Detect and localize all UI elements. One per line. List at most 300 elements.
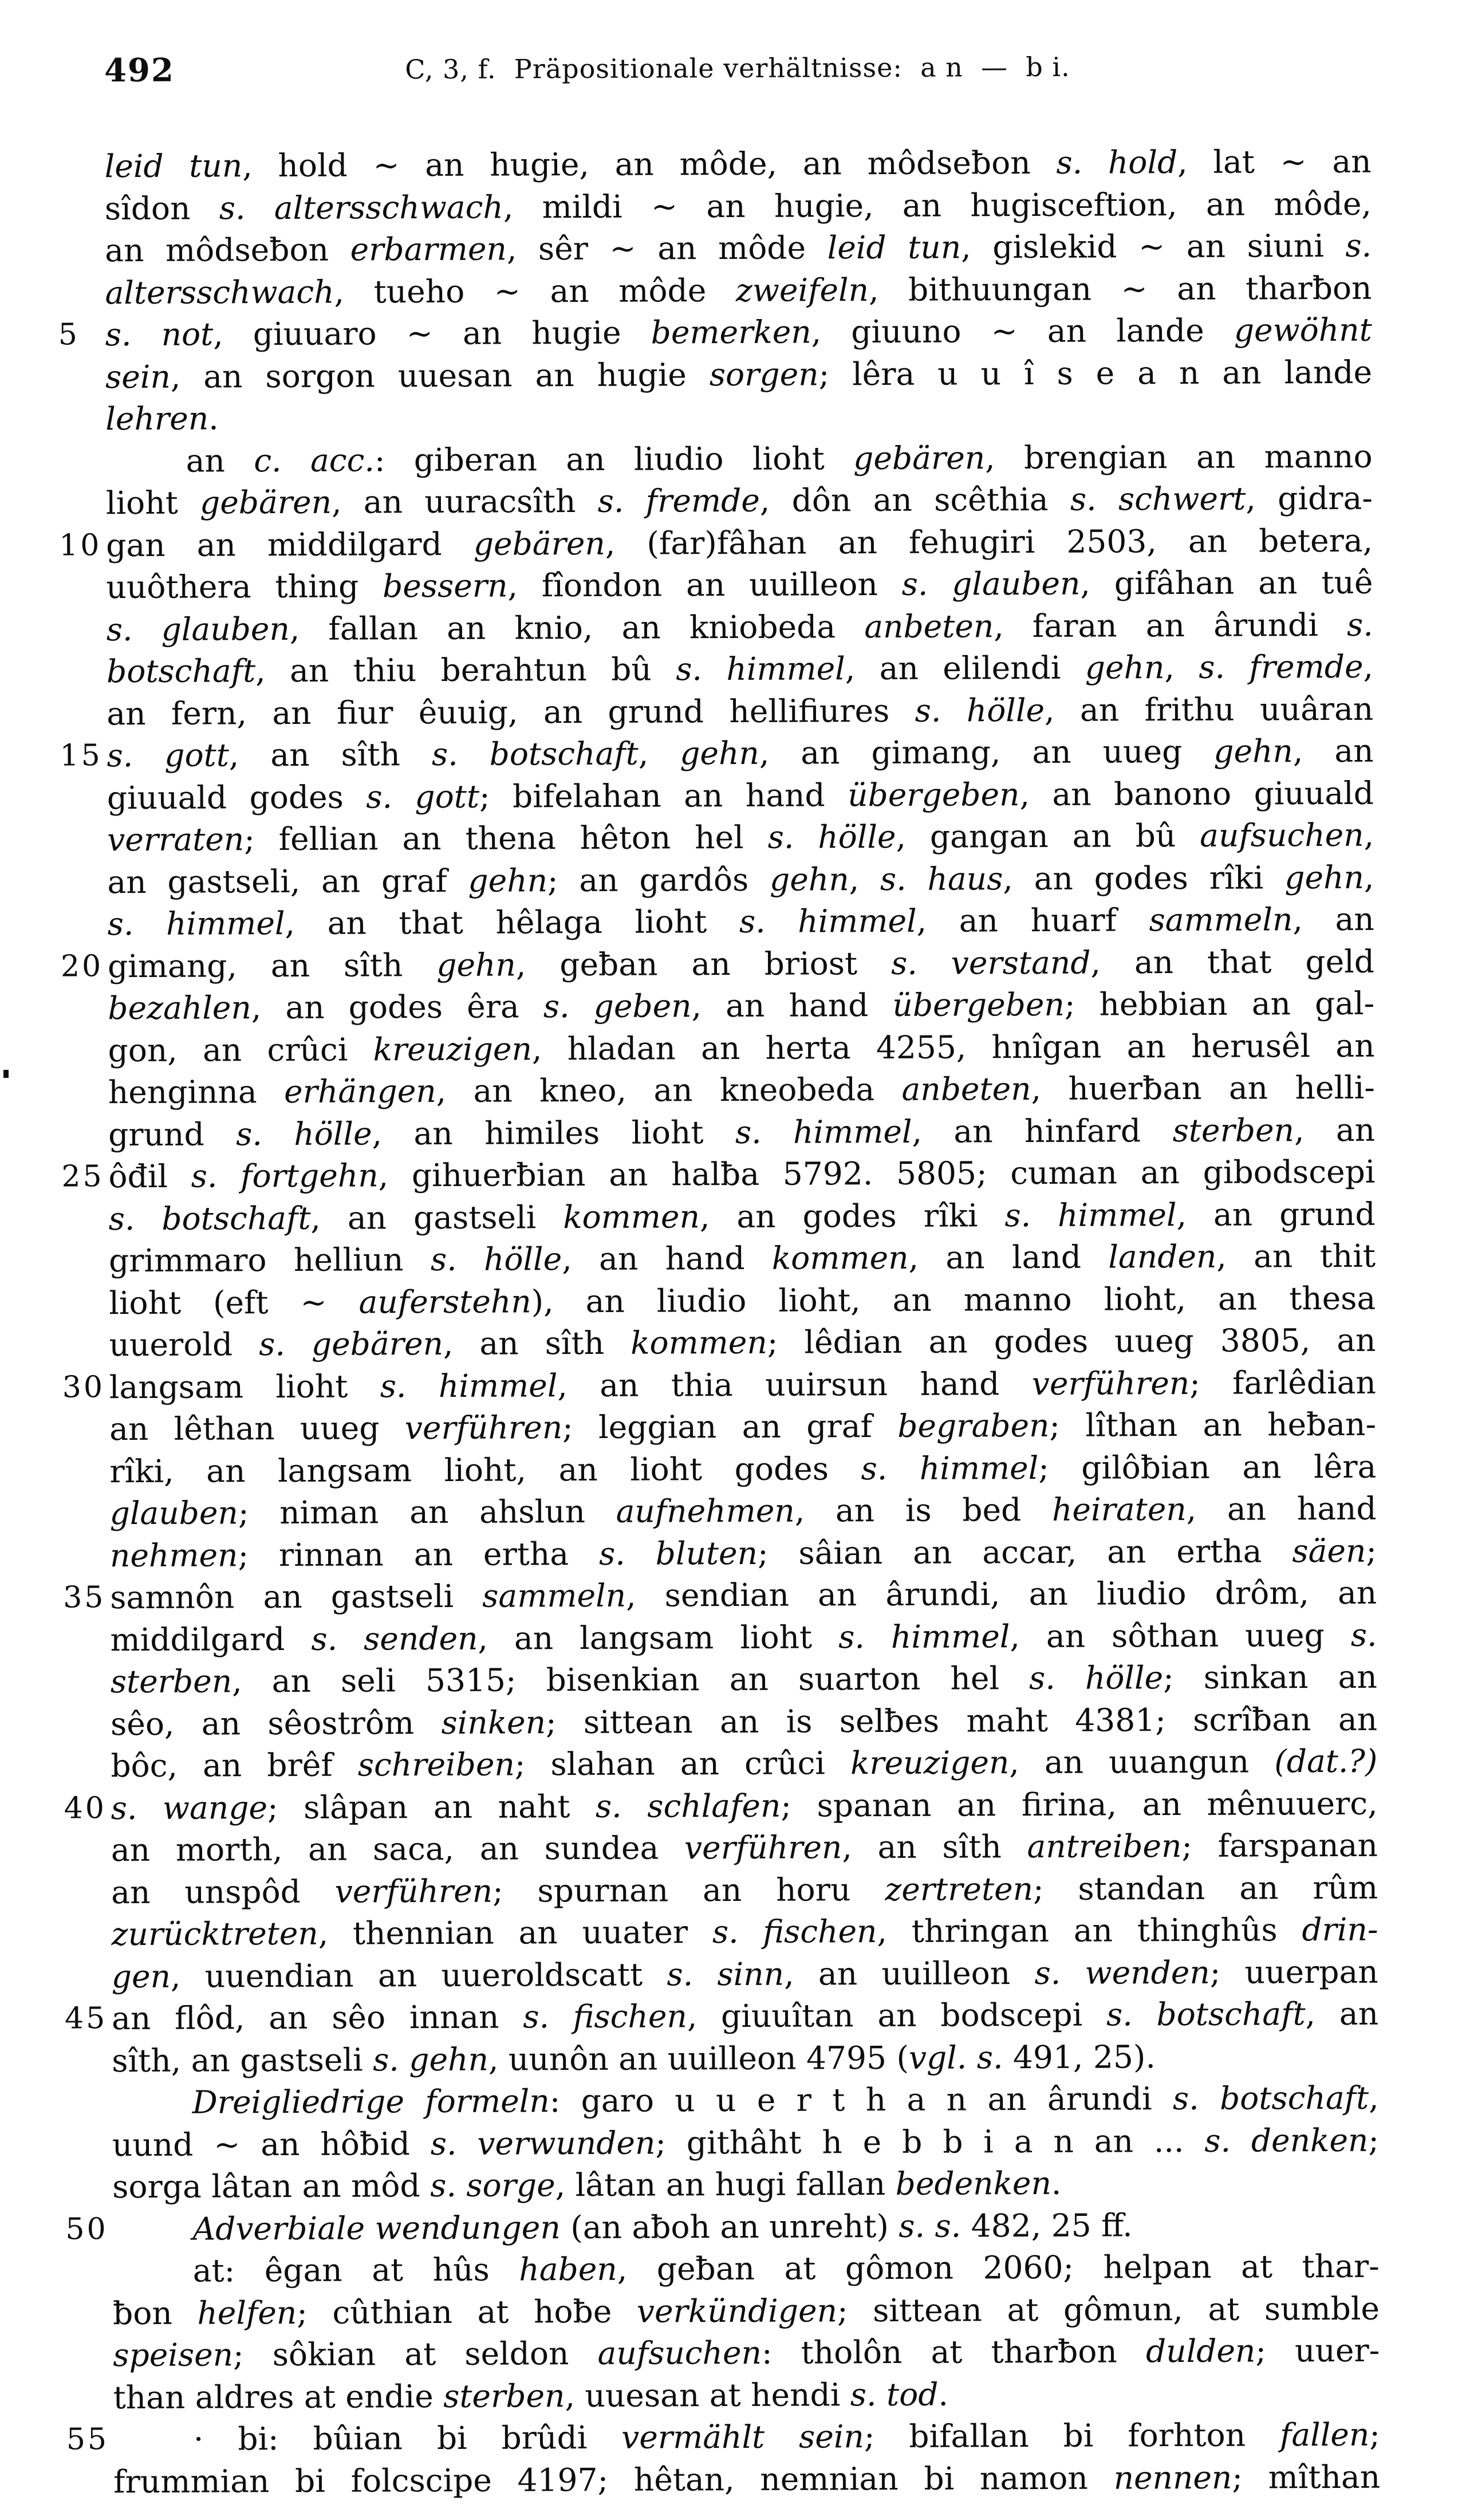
gloss-italic: s. wange xyxy=(111,1789,268,1826)
text-roman: , giuuno ~ an lande xyxy=(811,312,1234,351)
text-roman: ; fellian an thena hêton hel xyxy=(244,818,768,858)
margin-line-number: 10 xyxy=(59,527,102,563)
gloss-italic: sein xyxy=(105,358,171,395)
text-roman: , an hand xyxy=(691,986,893,1025)
text-roman: ; an gardôs xyxy=(547,861,770,899)
gloss-italic: gehn xyxy=(1085,649,1165,686)
gloss-italic: bedenken xyxy=(895,2164,1052,2202)
text-roman: , uuesan at hendi xyxy=(565,2376,850,2414)
gloss-italic: aufnehmen xyxy=(616,1492,795,1530)
gloss-italic: gebären xyxy=(199,483,332,521)
text-roman: , xyxy=(1363,816,1374,853)
text-line xyxy=(113,2246,1380,2293)
text-roman: , an seli 5315; bisenkian an suarton hel xyxy=(232,1660,1030,1700)
text-line xyxy=(111,1741,1377,1787)
text-roman: , thringan an thinghûs xyxy=(877,1911,1302,1950)
text-roman: , hladan an herta 4255, hnîgan an herusêl an xyxy=(531,1027,1375,1067)
gloss-italic: heiraten xyxy=(1051,1490,1187,1528)
gloss-italic: gehn xyxy=(769,860,849,898)
gloss-italic: s. xyxy=(1345,227,1372,264)
text-line xyxy=(107,814,1374,861)
text-roman: bôc, an brêf xyxy=(111,1746,358,1785)
text-roman: an xyxy=(186,442,254,479)
gloss-italic: landen xyxy=(1108,1238,1217,1275)
gloss-italic: s. himmel xyxy=(861,1449,1039,1487)
text-roman: , mildi ~ an hugie, an hugisceftion, an môde, xyxy=(503,185,1372,226)
text-roman: , fîondon an uuilleon xyxy=(507,565,902,604)
text-roman: , xyxy=(638,735,680,772)
gloss-italic: gebären xyxy=(473,525,606,562)
text-roman: ; spurnan an horu xyxy=(492,1871,885,1909)
gloss-italic: auferstehn xyxy=(358,1282,531,1321)
gloss-italic: glauben xyxy=(109,1494,239,1532)
gloss-italic: s. fremde xyxy=(1199,648,1363,686)
text-roman: henginna xyxy=(108,1073,285,1111)
gloss-italic: nehmen xyxy=(109,1536,238,1574)
text-line xyxy=(110,1530,1377,1577)
text-roman: ; uuerpan xyxy=(1209,1953,1378,1991)
gloss-italic: gehn xyxy=(468,861,548,899)
gloss-italic: sammeln xyxy=(482,1577,626,1615)
text-roman: gan an middilgard xyxy=(106,525,474,564)
text-roman: ; uuer- xyxy=(1255,2332,1380,2369)
margin-line-number: 55 xyxy=(66,2422,109,2457)
gloss-italic: botschaft xyxy=(106,652,256,690)
text-roman: sîdon xyxy=(104,189,219,227)
text-roman: , xyxy=(1369,2079,1379,2116)
text-roman: . xyxy=(1051,2164,1062,2202)
gloss-italic: kreuzigen xyxy=(850,1744,1010,1782)
gloss-italic: antreiben xyxy=(1027,1827,1182,1865)
text-roman: ; bifelahan an hand xyxy=(479,776,848,815)
paragraph xyxy=(66,2414,1381,2503)
text-roman: , xyxy=(849,860,881,897)
margin-line-number: 5 xyxy=(58,317,80,352)
text-line xyxy=(106,562,1373,609)
text-roman: , an frithu uuâran xyxy=(1044,690,1374,729)
gloss-italic: Adverbiale wendungen xyxy=(192,2208,561,2247)
gloss-italic: s. fortgehn xyxy=(191,1157,379,1195)
text-roman: , xyxy=(1164,648,1199,686)
text-line xyxy=(58,309,1372,356)
gloss-italic: aufsuchen xyxy=(1200,816,1364,854)
text-roman: 491, 25). xyxy=(1003,2038,1156,2076)
text-roman: · bi: bûian bi brûdi xyxy=(193,2419,622,2458)
text-roman: , dôn an scêthia xyxy=(759,481,1071,519)
text-line xyxy=(109,1320,1376,1367)
gloss-italic: s. botschaft xyxy=(1172,2079,1369,2117)
text-roman: ; mîthan xyxy=(1232,2458,1381,2496)
gloss-italic: s. himmel xyxy=(107,905,285,943)
text-roman: , an godes rîki xyxy=(699,1196,1005,1235)
text-roman: , sendian an ârundi, an liudio drôm, an xyxy=(625,1574,1377,1614)
gloss-italic: s. fischen xyxy=(712,1913,877,1951)
text-roman: , an hinfard xyxy=(912,1112,1173,1150)
text-roman: , an hand xyxy=(562,1239,772,1278)
text-roman: , an godes rîki xyxy=(1003,859,1285,897)
gloss-italic: s. haus xyxy=(880,860,1003,897)
gloss-italic: gebären xyxy=(853,439,986,477)
text-line xyxy=(108,983,1374,1030)
text-roman: , an thit xyxy=(1216,1237,1376,1275)
gloss-italic: s. xyxy=(1350,1616,1377,1653)
text-roman: , an gimang, an uueg xyxy=(759,733,1214,771)
gloss-italic: dulden xyxy=(1145,2332,1256,2370)
text-roman: , uuendian an uueroldscatt xyxy=(170,1955,667,1995)
text-line xyxy=(64,1782,1378,1829)
paragraph xyxy=(58,141,1373,440)
gloss-italic: verraten xyxy=(107,821,245,859)
text-roman: ; sinkan an xyxy=(1163,1658,1377,1696)
text-roman: , an thiu berahtun bû xyxy=(255,651,676,690)
text-line xyxy=(59,519,1373,566)
text-line xyxy=(109,1277,1376,1324)
gloss-italic: kommen xyxy=(563,1198,700,1235)
text-roman: uund ~ an hôƀid xyxy=(112,2125,431,2163)
text-roman: gon, an crûci xyxy=(108,1030,373,1069)
text-line xyxy=(110,1614,1377,1661)
gloss-italic: s. himmel xyxy=(380,1367,558,1404)
gloss-italic: s. geben xyxy=(543,987,692,1025)
text-line xyxy=(63,1572,1377,1619)
gloss-italic: verführen xyxy=(1031,1364,1190,1402)
text-roman: , geƀan an briost xyxy=(515,944,892,983)
text-roman: , geƀan at gômon 2060; helpan at thar- xyxy=(617,2247,1380,2287)
text-roman: , an uuilleon xyxy=(784,1954,1035,1993)
text-line xyxy=(113,2330,1380,2377)
gloss-italic: s. hölle xyxy=(236,1115,372,1152)
gloss-italic: leid tun xyxy=(104,147,243,185)
text-line xyxy=(112,1951,1378,1998)
text-roman: . xyxy=(208,400,219,437)
text-roman: , an is bed xyxy=(794,1491,1053,1529)
text-roman: uuerold xyxy=(109,1326,259,1364)
text-roman: , gangan an bû xyxy=(896,817,1200,855)
margin-line-number: 20 xyxy=(60,948,104,984)
text-line xyxy=(65,2203,1379,2250)
text-line xyxy=(111,1698,1377,1745)
gloss-italic: fallen xyxy=(1279,2416,1370,2454)
text-line xyxy=(109,1404,1376,1451)
text-line xyxy=(105,267,1372,314)
gloss-italic: zweifeln xyxy=(735,271,869,309)
gloss-italic: s. xyxy=(1346,606,1373,643)
gloss-italic: s. botschaft xyxy=(431,735,639,773)
gloss-italic: speisen xyxy=(113,2336,234,2374)
paragraph xyxy=(113,2246,1380,2419)
text-line xyxy=(112,2035,1378,2082)
text-roman: , bithuungan ~ an tharƀon xyxy=(868,269,1372,308)
gloss-italic: s. gebären xyxy=(259,1325,444,1363)
text-line xyxy=(60,730,1374,777)
gloss-italic: übergeben xyxy=(892,986,1065,1023)
text-roman: , an that hêlaga lioht xyxy=(285,903,740,942)
gloss-italic: vgl. s. xyxy=(908,2038,1003,2076)
paragraph xyxy=(59,435,1379,2082)
text-line xyxy=(107,856,1374,903)
text-line xyxy=(108,1025,1374,1072)
gloss-italic: kreuzigen xyxy=(373,1030,533,1068)
gloss-italic: sinken xyxy=(441,1703,546,1741)
text-roman: an môdseƀon xyxy=(105,231,350,269)
text-line xyxy=(112,2161,1379,2208)
gloss-italic: (dat.?) xyxy=(1274,1742,1378,1780)
text-line xyxy=(111,1867,1378,1913)
text-roman: , an that geld xyxy=(1090,943,1375,981)
text-roman: ; sôkian at seldon xyxy=(232,2334,598,2373)
gloss-italic: bemerken xyxy=(651,313,811,351)
text-line xyxy=(105,435,1372,482)
text-line xyxy=(108,1067,1375,1114)
gloss-italic: sorgen xyxy=(709,355,819,393)
margin-line-number: 30 xyxy=(62,1369,105,1404)
text-line xyxy=(105,141,1372,188)
text-roman: ; hebbian an gal- xyxy=(1064,985,1375,1023)
gloss-italic: verkündigen xyxy=(636,2291,838,2330)
gloss-italic: s. schwert xyxy=(1070,480,1246,518)
gloss-italic: leid tun xyxy=(827,229,961,266)
gloss-italic: aufsuchen xyxy=(597,2334,762,2372)
text-roman: , an huarf xyxy=(916,901,1149,939)
gloss-italic: verführen xyxy=(404,1409,563,1447)
gloss-italic: s. himmel xyxy=(735,1113,912,1151)
text-roman: ôđil xyxy=(108,1157,191,1195)
gloss-italic: übergeben xyxy=(847,775,1020,813)
text-line xyxy=(107,646,1373,693)
text-roman: , gidra- xyxy=(1246,479,1373,517)
text-roman: , an kneo, an kneobeda xyxy=(436,1070,902,1109)
text-roman: , sêr ~ an môde xyxy=(506,229,827,267)
text-roman: , fallan an knio, an kniobeda xyxy=(289,608,865,647)
text-roman: ; slahan an crûci xyxy=(514,1745,851,1783)
gloss-italic: s. hold xyxy=(1056,144,1178,181)
text-roman: ; bifallan bi forhton xyxy=(864,2416,1280,2455)
text-roman: samnôn an gastseli xyxy=(110,1577,483,1616)
text-roman: , an sîth xyxy=(443,1324,631,1362)
margin-line-number: 25 xyxy=(61,1159,104,1194)
gloss-italic: sterben xyxy=(443,2377,565,2415)
text-roman: , an langsam lioht xyxy=(478,1618,839,1657)
gloss-italic: erbarmen xyxy=(350,230,507,268)
gloss-italic: helfen xyxy=(197,2294,297,2332)
text-roman: grund xyxy=(108,1115,237,1153)
text-line xyxy=(64,1993,1379,2040)
text-line xyxy=(105,225,1372,272)
text-roman: , (far)fâhan an fehugiri 2503, an betera, xyxy=(605,522,1373,562)
text-roman: ; xyxy=(1369,2416,1380,2453)
text-line xyxy=(61,1151,1376,1198)
text-roman: ; niman an ahslun xyxy=(238,1493,616,1531)
text-roman: , an grund xyxy=(1176,1195,1376,1233)
text-roman: ; xyxy=(1368,2121,1380,2159)
text-roman: : garo u u e r t h a n an ârundi xyxy=(549,2080,1173,2120)
gloss-italic: bessern xyxy=(382,567,508,605)
text-line xyxy=(111,1909,1378,1956)
text-roman: gimang, an sîth xyxy=(107,946,437,985)
text-roman: an fern, an fiur êuuig, an grund hellifiures xyxy=(107,692,915,732)
text-line xyxy=(109,1235,1376,1282)
text-roman: , gislekid ~ an siuni xyxy=(961,227,1346,266)
text-roman: ; spanan an firina, an mênuuerc, xyxy=(781,1785,1378,1824)
text-line xyxy=(110,1488,1377,1535)
text-roman: , an elilendi xyxy=(845,649,1085,687)
text-roman: ; lêra u u î s e a n an lande xyxy=(818,353,1373,392)
gloss-italic: verführen xyxy=(334,1872,493,1910)
gloss-italic: s. s. xyxy=(898,2207,961,2245)
gloss-italic: begraben xyxy=(897,1407,1050,1444)
gloss-italic: anbeten xyxy=(901,1070,1031,1108)
text-roman: langsam lioht xyxy=(109,1367,380,1405)
text-line xyxy=(107,772,1374,819)
gloss-italic: kommen xyxy=(630,1324,767,1361)
gloss-italic: s. senden xyxy=(311,1620,478,1657)
gloss-italic: bezahlen xyxy=(108,989,251,1027)
gloss-italic: zertreten xyxy=(885,1870,1034,1908)
gloss-italic: altersschwach xyxy=(105,273,334,311)
text-roman: , an godes êra xyxy=(251,988,543,1026)
gloss-italic: s. sorge xyxy=(430,2167,555,2204)
gloss-italic: s. altersschwach xyxy=(219,188,503,226)
gloss-italic: zurücktreten xyxy=(111,1915,318,1953)
text-roman: . xyxy=(938,2376,949,2413)
gloss-italic: sterben xyxy=(110,1663,232,1700)
text-line xyxy=(113,2372,1380,2419)
gloss-italic: sammeln xyxy=(1149,901,1293,939)
text-roman: ; sâian an accar, an ertha xyxy=(757,1532,1292,1572)
text-roman: , an land xyxy=(908,1238,1109,1276)
text-roman: : tholôn at tharƀon xyxy=(761,2333,1146,2371)
gloss-italic: sterben xyxy=(1172,1111,1295,1149)
margin-line-number: 45 xyxy=(64,2001,108,2036)
page-number: 492 xyxy=(104,51,175,90)
text-line xyxy=(112,2077,1379,2124)
gloss-italic: s. gott xyxy=(366,778,480,815)
gloss-italic: gehn xyxy=(680,734,759,772)
text-roman: ; xyxy=(1366,1532,1377,1569)
text-roman: sorga lâtan an môd xyxy=(112,2167,431,2206)
gloss-italic: s. botschaft xyxy=(108,1199,311,1237)
gloss-italic: s. hölle xyxy=(430,1241,562,1278)
text-roman: , an xyxy=(1305,1995,1379,2033)
text-line xyxy=(112,2119,1379,2166)
text-roman: , xyxy=(1363,859,1374,896)
text-line xyxy=(105,393,1372,440)
text-roman: ; cûthian at hoƀe xyxy=(297,2293,637,2331)
text-roman: , gifâhan an tuê xyxy=(1080,564,1373,602)
gloss-italic: erhängen xyxy=(283,1072,436,1111)
gloss-italic: s. hölle xyxy=(915,691,1045,729)
text-line xyxy=(108,1109,1375,1156)
gloss-italic: s. schlafen xyxy=(595,1787,781,1825)
gloss-italic: s. not xyxy=(105,316,214,353)
text-line xyxy=(62,1361,1376,1408)
text-line xyxy=(111,1825,1378,1872)
scan-artifact xyxy=(3,1070,9,1078)
gloss-italic: c. acc. xyxy=(254,441,375,479)
gloss-italic: s. himmel xyxy=(838,1617,1010,1655)
text-roman: , an xyxy=(1294,1111,1376,1148)
text-roman: , giuuîtan an bodscepi xyxy=(687,1996,1107,2035)
gloss-italic: s. verwunden xyxy=(430,2124,656,2162)
gloss-italic: s. tod xyxy=(850,2376,939,2413)
text-roman: (an aƀoh an unreht) xyxy=(560,2207,899,2246)
text-line xyxy=(109,1193,1376,1240)
text-line xyxy=(111,1656,1377,1703)
text-roman: rîki, an langsam lioht, an lioht godes xyxy=(109,1450,861,1490)
text-line xyxy=(109,1446,1376,1493)
text-roman: , lâtan an hugi fallan xyxy=(555,2165,896,2204)
text-roman: ƀon xyxy=(112,2294,198,2332)
margin-line-number: 40 xyxy=(64,1790,107,1825)
gloss-italic: verführen xyxy=(684,1829,842,1867)
text-roman: lioht xyxy=(105,484,200,522)
gloss-italic: s. glauben xyxy=(901,565,1081,603)
text-line xyxy=(106,478,1373,525)
text-roman: , tueho ~ an môde xyxy=(334,271,736,310)
text-roman: uuôthera thing xyxy=(106,568,383,606)
text-line xyxy=(107,688,1373,735)
gloss-italic: nennen xyxy=(1113,2459,1232,2496)
text-roman: ; sittean at gômun, at sumble xyxy=(837,2290,1380,2329)
gloss-italic: kommen xyxy=(771,1239,909,1277)
gloss-italic: s. bluten xyxy=(598,1534,758,1572)
text-roman: an flôd, an sêo innan xyxy=(111,1998,523,2037)
gloss-italic: s. sinn xyxy=(667,1955,785,1993)
gloss-italic: s. hölle xyxy=(767,818,896,856)
margin-line-number: 50 xyxy=(65,2211,108,2246)
text-roman: , thennian an uuater xyxy=(318,1913,713,1952)
margin-line-number: 35 xyxy=(63,1580,106,1615)
page-body xyxy=(58,141,1381,2503)
margin-line-number: 15 xyxy=(60,738,103,773)
text-roman: ; standan an rûm xyxy=(1032,1869,1378,1907)
text-roman: , an thia uuirsun hand xyxy=(557,1365,1032,1404)
text-roman: , giuuaro ~ an hugie xyxy=(213,314,651,353)
gloss-italic: säen xyxy=(1292,1532,1366,1569)
text-line xyxy=(108,899,1374,946)
text-roman: , an banono giuuald xyxy=(1019,774,1374,813)
gloss-italic: gehn xyxy=(436,946,517,983)
gloss-italic: s. hölle xyxy=(1028,1659,1164,1697)
text-roman: sîth, an gastseli xyxy=(112,2041,373,2079)
text-roman: an morth, an saca, an sundea xyxy=(111,1829,685,1869)
text-roman: ; githâht h e b b i a n an ... xyxy=(655,2122,1205,2161)
text-roman: ; gilôƀian an lêra xyxy=(1038,1448,1377,1486)
text-roman: lioht (eft ~ xyxy=(109,1283,359,1321)
text-roman: ; farlêdian xyxy=(1189,1364,1376,1401)
text-line xyxy=(66,2414,1380,2461)
gloss-italic: gehn xyxy=(1213,733,1294,770)
text-roman: 482, 25 ff. xyxy=(961,2206,1133,2244)
gloss-italic: s. himmel xyxy=(676,650,845,688)
gloss-italic: s. himmel xyxy=(1004,1196,1177,1234)
text-roman: , uunôn an uuilleon 4795 ( xyxy=(488,2039,909,2078)
text-line xyxy=(60,940,1375,987)
text-roman: ; leggian an graf xyxy=(562,1407,898,1446)
text-roman: ), an liudio lioht, an manno lioht, an thesa xyxy=(531,1279,1376,1320)
text-line xyxy=(107,604,1373,651)
gloss-italic: s. verstand xyxy=(891,944,1091,982)
text-roman: : giberan an liudio lioht xyxy=(374,439,854,478)
page-header-title: C, 3, f. Präpositionale verhältnisse: a n — b i. xyxy=(405,51,1070,85)
text-roman: , huerƀan an helli- xyxy=(1031,1069,1375,1107)
text-roman: sêo, an sêostrôm xyxy=(110,1704,442,1742)
gloss-italic: lehren xyxy=(105,400,209,438)
text-roman: ; rinnan an ertha xyxy=(238,1535,600,1573)
text-roman: an unspôd xyxy=(111,1873,335,1911)
gloss-italic: s. gott xyxy=(107,737,229,774)
text-roman: , hold ~ an hugie, an môde, an môdseƀon xyxy=(242,144,1057,184)
